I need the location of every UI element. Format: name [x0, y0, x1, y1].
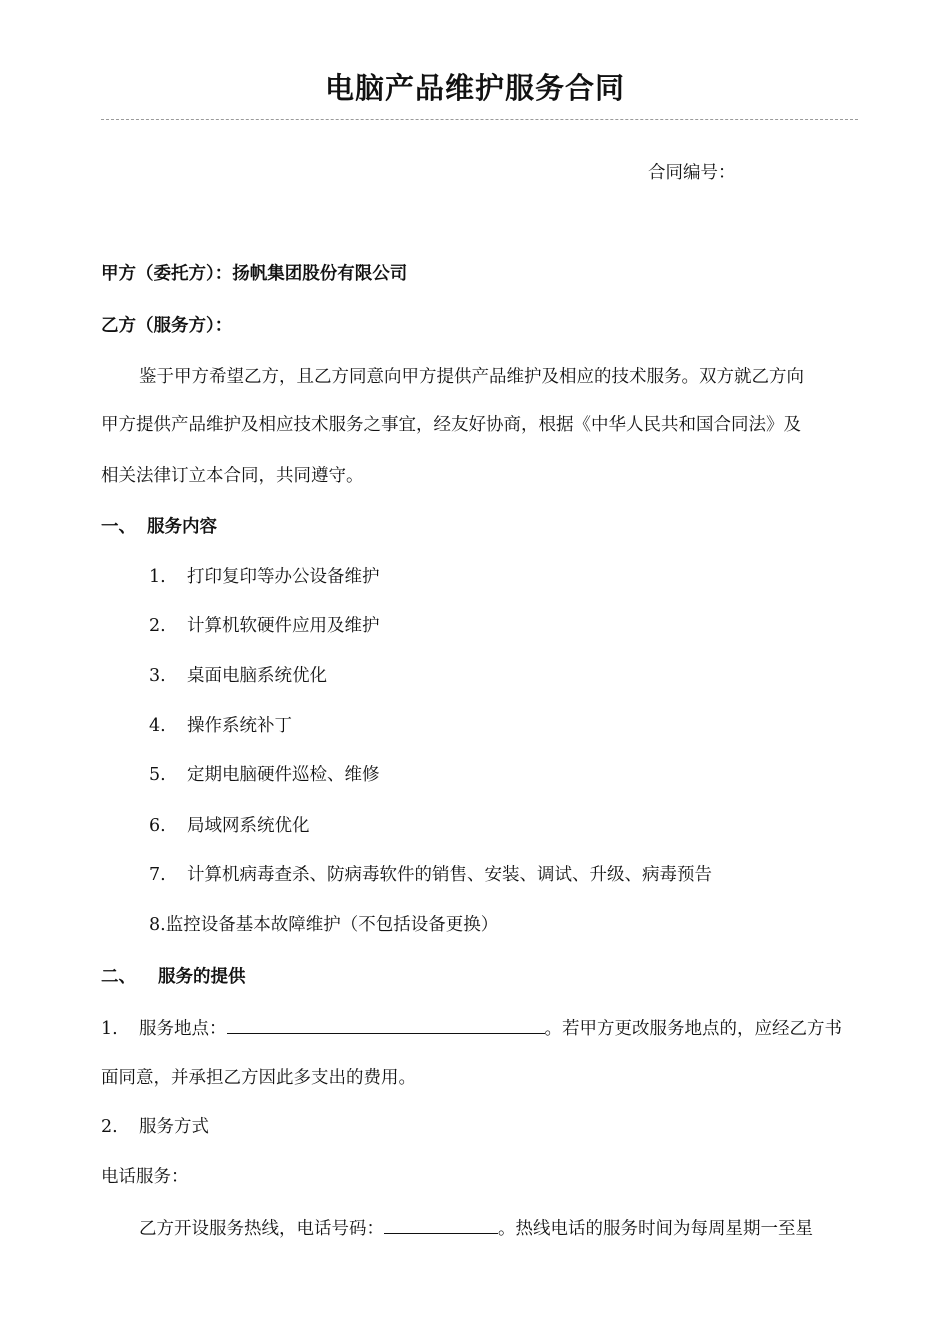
list-item: [149, 714, 292, 738]
service-location-text: 。若甲方更改服务地点的，应经乙方书: [544, 1019, 842, 1039]
paragraph-number: 1.: [101, 1019, 118, 1039]
hotline-number-blank: [384, 1215, 498, 1234]
page-title: 电脑产品维护服务合同: [324, 71, 625, 105]
section-2-heading: [101, 965, 246, 989]
list-item-text: 定期电脑硬件巡检、维修: [187, 765, 380, 785]
list-item-number: 1.: [149, 567, 166, 587]
preamble-line-1: 鉴于甲方希望乙方，且乙方同意向甲方提供产品维护及相应的技术服务。双方就乙方向: [139, 367, 804, 387]
contract-number-label: 合同编号：: [648, 163, 736, 183]
list-item-text: 局域网系统优化: [187, 816, 310, 836]
service-location-label: 服务地点：: [139, 1019, 227, 1039]
service-method-title: 服务方式: [139, 1117, 209, 1137]
preamble-line-3: 相关法律订立本合同，共同遵守。: [101, 466, 364, 486]
preamble-line-2: 甲方提供产品维护及相应技术服务之事宜，经友好协商，根据《中华人民共和国合同法》及: [101, 415, 801, 435]
hotline-text-a: 乙方开设服务热线，电话号码：: [139, 1219, 384, 1239]
section-1-number: 一、: [101, 517, 136, 537]
list-item-text: 计算机病毒查杀、防病毒软件的销售、安装、调试、升级、病毒预告: [187, 865, 712, 885]
list-item: [149, 565, 380, 589]
section-1-title: 服务内容: [147, 517, 217, 537]
party-b: 乙方（服务方）：: [101, 316, 233, 336]
list-item-text: 打印复印等办公设备维护: [187, 567, 380, 587]
phone-service-text: [139, 1215, 813, 1241]
list-item-number: 5.: [149, 765, 166, 785]
list-item: [149, 763, 380, 787]
list-item-number: 6.: [149, 816, 166, 836]
list-item-number: 3.: [149, 666, 166, 686]
list-item-text: 桌面电脑系统优化: [187, 666, 327, 686]
list-item-text: 计算机软硬件应用及维护: [187, 616, 380, 636]
service-method-paragraph: [101, 1115, 209, 1139]
list-item-text: 操作系统补丁: [187, 716, 292, 736]
party-a: 甲方（委托方）：扬帆集团股份有限公司: [101, 264, 408, 284]
service-location-paragraph: [101, 1015, 842, 1041]
section-2-title: 服务的提供: [158, 967, 246, 987]
service-location-blank: [227, 1015, 545, 1034]
list-item-8: 8.监控设备基本故障维护（不包括设备更换）: [149, 915, 499, 935]
list-item-number: 2.: [149, 616, 166, 636]
phone-service-label: 电话服务：: [101, 1167, 189, 1187]
list-item: [149, 863, 712, 887]
service-location-continuation: 面同意，并承担乙方因此多支出的费用。: [101, 1068, 416, 1088]
section-2-number: 二、: [101, 967, 136, 987]
list-item: [149, 614, 380, 638]
list-item-number: 7.: [149, 865, 166, 885]
hotline-text-b: 。热线电话的服务时间为每周星期一至星: [498, 1219, 813, 1239]
list-item: [149, 664, 327, 688]
list-item: [149, 814, 310, 838]
list-item-number: 4.: [149, 716, 166, 736]
paragraph-number: 2.: [101, 1117, 118, 1137]
title-divider: [101, 119, 858, 120]
section-1-heading: [101, 515, 217, 539]
